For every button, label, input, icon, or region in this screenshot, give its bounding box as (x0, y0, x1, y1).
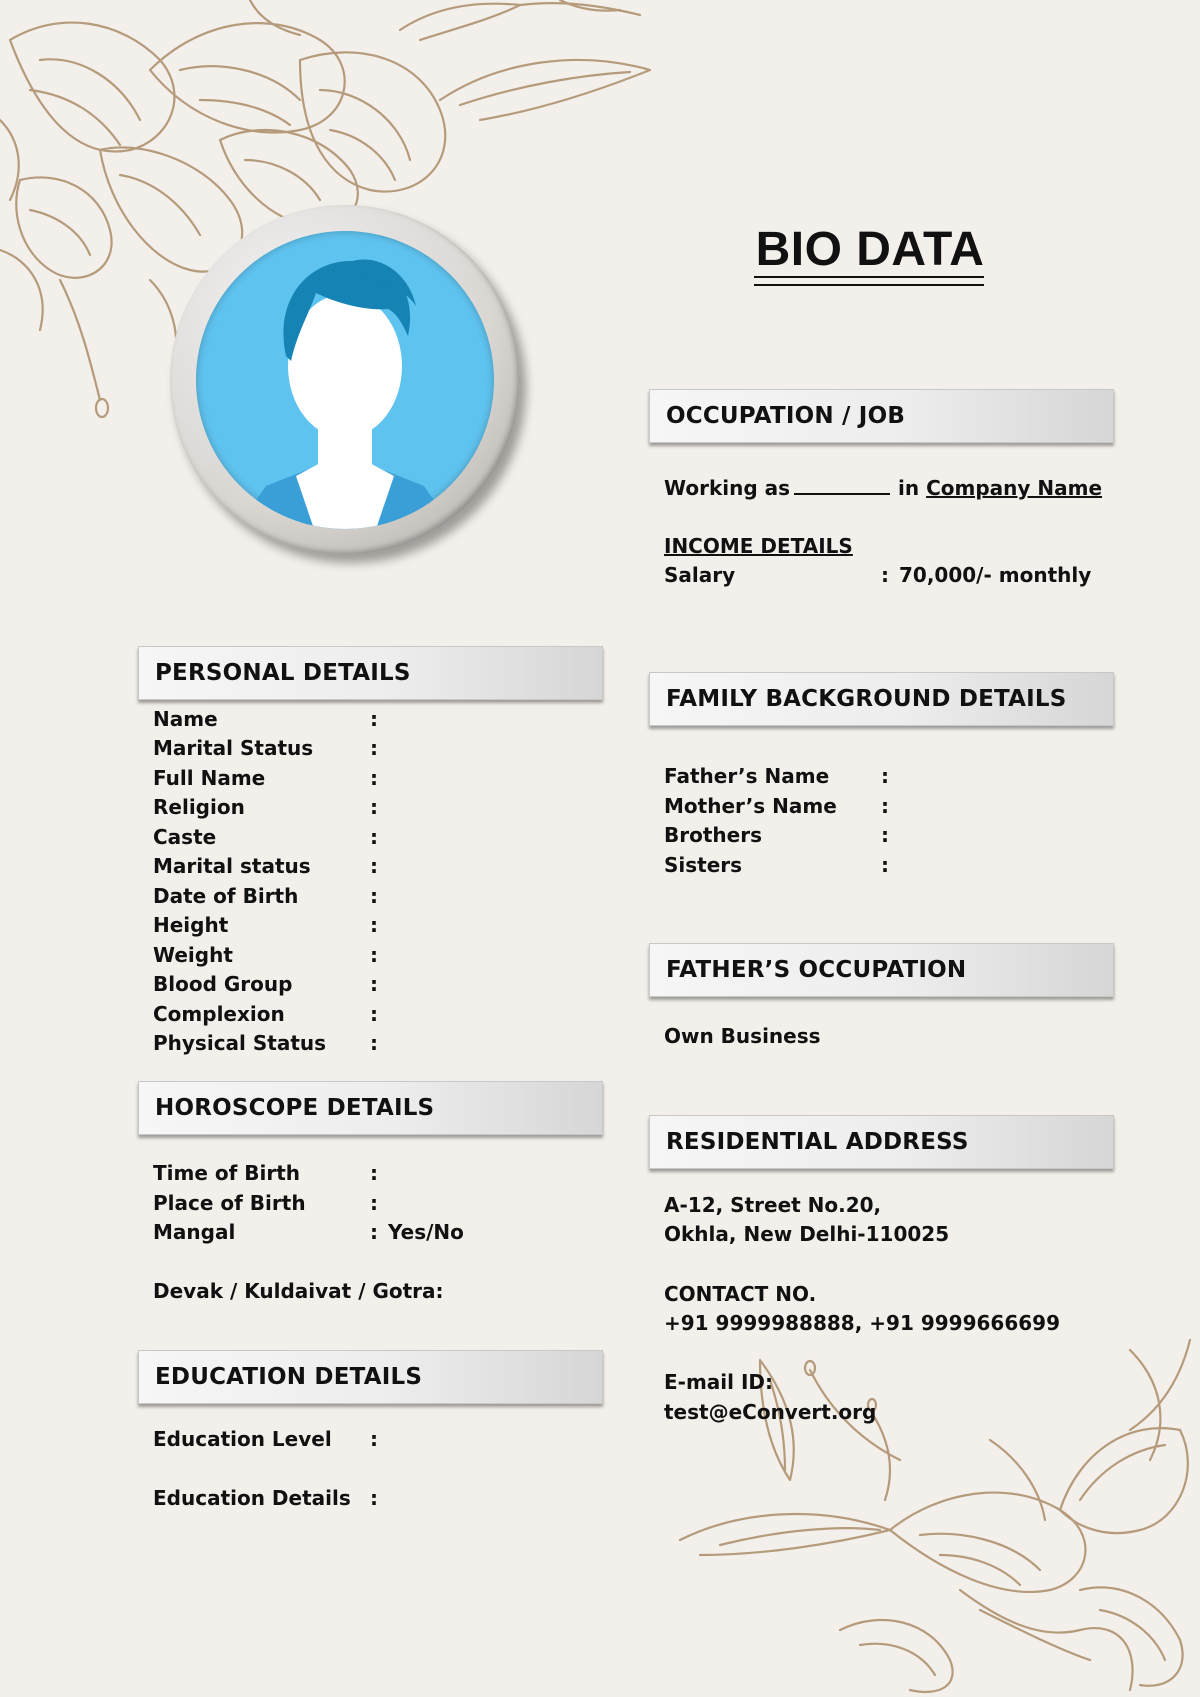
gotra-label: Devak / Kuldaivat / Gotra: (153, 1279, 444, 1303)
field-separator: : (881, 563, 889, 587)
salary-value: 70,000/- monthly (899, 563, 1092, 587)
field-label: Time of Birth (153, 1161, 301, 1185)
working-as-label: Working as (664, 476, 791, 500)
email-label: E-mail ID: (664, 1370, 774, 1394)
contact-label: CONTACT NO. (664, 1282, 817, 1306)
field-separator: : (881, 853, 889, 877)
field-label: Marital status (153, 854, 311, 878)
page-title: BIO DATA (755, 223, 985, 276)
field-label: Brothers (664, 823, 762, 847)
person-avatar-icon (196, 231, 494, 529)
contact-numbers: +91 9999988888, +91 9999666699 (664, 1311, 1060, 1335)
working-as-line (664, 475, 1102, 500)
income-details-heading: INCOME DETAILS (664, 534, 853, 558)
field-label: Mangal (153, 1220, 236, 1244)
field-label: Sisters (664, 853, 743, 877)
field-label: Physical Status (153, 1031, 327, 1055)
title-underline (754, 276, 984, 286)
field-value: Yes/No (388, 1220, 464, 1244)
field-separator: : (370, 884, 378, 908)
profile-photo-frame (170, 205, 520, 555)
field-separator: : (370, 972, 378, 996)
field-separator: : (370, 1191, 378, 1215)
job-title-blank (794, 475, 890, 495)
field-label: Date of Birth (153, 884, 299, 908)
field-label: Education Details (153, 1486, 351, 1510)
field-separator: : (370, 1002, 378, 1026)
field-separator: : (370, 1486, 378, 1510)
field-label: Name (153, 707, 218, 731)
field-separator: : (370, 854, 378, 878)
field-separator: : (370, 736, 378, 760)
personal-details-heading: PERSONAL DETAILS (138, 646, 603, 700)
field-label: Weight (153, 943, 233, 967)
field-separator: : (370, 766, 378, 790)
field-separator: : (370, 943, 378, 967)
education-details-heading: EDUCATION DETAILS (138, 1350, 603, 1404)
father-occupation-value: Own Business (664, 1024, 821, 1048)
profile-photo (196, 231, 494, 529)
horoscope-details-heading: HOROSCOPE DETAILS (138, 1081, 603, 1135)
field-separator: : (370, 1031, 378, 1055)
family-background-heading: FAMILY BACKGROUND DETAILS (649, 672, 1114, 726)
field-separator: : (370, 795, 378, 819)
field-label: Education Level (153, 1427, 332, 1451)
email-value: test@eConvert.org (664, 1400, 877, 1424)
residential-address-heading: RESIDENTIAL ADDRESS (649, 1115, 1114, 1169)
field-separator: : (370, 913, 378, 937)
field-separator: : (881, 823, 889, 847)
field-label: Complexion (153, 1002, 285, 1026)
field-separator: : (370, 825, 378, 849)
field-label: Height (153, 913, 229, 937)
field-separator: : (881, 794, 889, 818)
field-separator: : (370, 707, 378, 731)
father-occupation-heading: FATHER’S OCCUPATION (649, 943, 1114, 997)
address-line-2: Okhla, New Delhi-110025 (664, 1222, 950, 1246)
field-label: Mother’s Name (664, 794, 837, 818)
field-separator: : (370, 1161, 378, 1185)
field-separator: : (881, 764, 889, 788)
field-separator: : (370, 1427, 378, 1451)
field-label: Marital Status (153, 736, 314, 760)
in-label: in (898, 476, 920, 500)
field-label: Religion (153, 795, 245, 819)
field-label: Full Name (153, 766, 266, 790)
salary-label: Salary (664, 563, 736, 587)
field-label: Father’s Name (664, 764, 830, 788)
field-label: Blood Group (153, 972, 293, 996)
address-line-1: A-12, Street No.20, (664, 1193, 882, 1217)
company-name: Company Name (926, 476, 1103, 500)
field-label: Place of Birth (153, 1191, 306, 1215)
occupation-heading: OCCUPATION / JOB (649, 389, 1114, 443)
field-label: Caste (153, 825, 217, 849)
field-separator: : (370, 1220, 378, 1244)
